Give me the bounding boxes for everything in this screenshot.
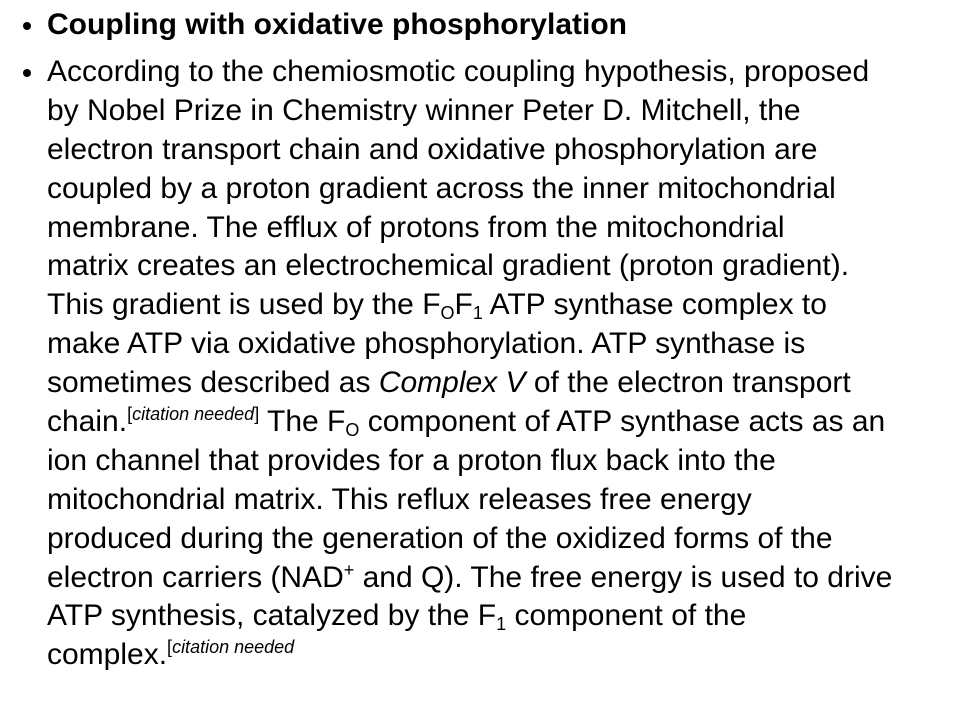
text-line bbox=[47, 6, 952, 45]
superscript-text: citation needed bbox=[172, 637, 295, 658]
text-line bbox=[47, 597, 952, 636]
bullet-item-heading bbox=[47, 6, 952, 45]
italic-text: Complex V bbox=[378, 366, 526, 400]
bullet-marker-icon bbox=[23, 22, 31, 30]
text-run: complex. bbox=[47, 638, 168, 672]
text-run: membrane. The efflux of protons from the mitochondrial bbox=[47, 210, 785, 244]
text-run: by Nobel Prize in Chemistry winner Peter D. Mitchell, the bbox=[47, 93, 801, 127]
subscript-text: 1 bbox=[496, 614, 507, 635]
subscript-text: O bbox=[345, 420, 360, 441]
text-line bbox=[47, 92, 952, 131]
text-line bbox=[47, 286, 952, 325]
body-paragraph bbox=[47, 53, 952, 675]
superscript-text: [ bbox=[167, 637, 173, 658]
text-run: According to the chemiosmotic coupling hypothesis, proposed bbox=[47, 55, 870, 88]
text-line bbox=[47, 559, 952, 598]
text-line bbox=[47, 131, 952, 170]
text-run: mitochondrial matrix. This reflux releases free energy bbox=[47, 482, 752, 516]
superscript-text: + bbox=[343, 559, 355, 580]
text-run: chain. bbox=[47, 405, 128, 439]
text-line bbox=[47, 53, 952, 92]
text-line bbox=[47, 209, 952, 248]
text-line bbox=[47, 636, 952, 675]
text-run: electron carriers (NAD bbox=[47, 560, 344, 594]
subscript-text: O bbox=[440, 303, 455, 324]
text-run: electron transport chain and oxidative phosphorylation are bbox=[47, 132, 818, 166]
superscript-text: ] bbox=[254, 404, 260, 425]
bullet-item-paragraph bbox=[47, 53, 952, 675]
text-line bbox=[47, 403, 952, 442]
text-run: The F bbox=[259, 405, 346, 439]
text-line bbox=[47, 364, 952, 403]
text-line bbox=[47, 170, 952, 209]
text-line bbox=[47, 247, 952, 286]
superscript-text: citation needed bbox=[132, 404, 255, 425]
text-run: F bbox=[454, 288, 473, 322]
text-run: coupled by a proton gradient across the inner mitochondrial bbox=[47, 171, 836, 205]
text-line bbox=[47, 520, 952, 559]
text-line bbox=[47, 325, 952, 364]
text-line bbox=[47, 442, 952, 481]
text-run: matrix creates an electrochemical gradient (proton gradient). bbox=[47, 249, 850, 283]
slide-heading bbox=[47, 6, 952, 45]
text-run: This gradient is used by the F bbox=[47, 288, 441, 322]
text-run: ATP synthase complex to bbox=[482, 288, 827, 322]
subscript-text: 1 bbox=[472, 303, 483, 324]
text-run: component of the bbox=[506, 599, 747, 633]
text-run: make ATP via oxidative phosphorylation. ATP synthase is bbox=[47, 327, 806, 361]
text-run: produced during the generation of the oxidized forms of the bbox=[47, 521, 833, 555]
text-run: Coupling with oxidative phosphorylation bbox=[47, 8, 627, 41]
superscript-text: [ bbox=[127, 404, 133, 425]
text-run: of the electron transport bbox=[525, 366, 851, 400]
text-run: sometimes described as bbox=[47, 366, 379, 400]
text-run: component of ATP synthase acts as an bbox=[359, 405, 886, 439]
bullet-marker-icon bbox=[23, 69, 31, 77]
text-run: and Q). The free energy is used to drive bbox=[354, 560, 893, 594]
text-run: ion channel that provides for a proton flux back into the bbox=[47, 443, 776, 477]
text-run: ATP synthesis, catalyzed by the F bbox=[47, 599, 497, 633]
text-line bbox=[47, 481, 952, 520]
